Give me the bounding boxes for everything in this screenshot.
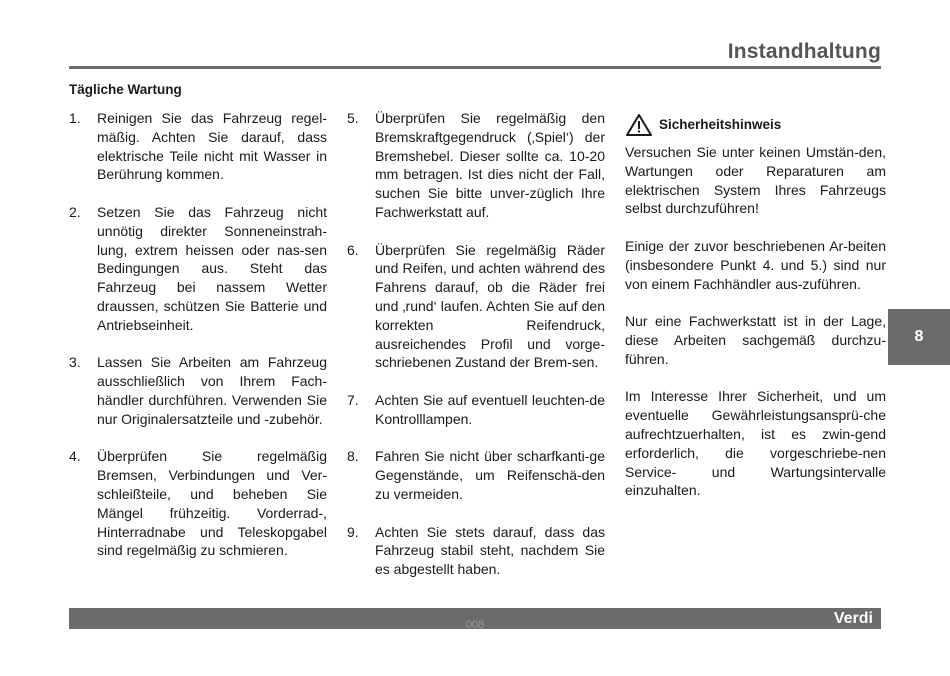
list-item: [69, 447, 327, 560]
safety-title: Sicherheitshinweis: [659, 116, 782, 132]
list-item: [347, 109, 605, 222]
list-item: [347, 241, 605, 373]
footer-brand: Verdi: [833, 610, 873, 627]
item-text: Überprüfen Sie regelmäßig Räder und Reifen, und achten während des Fahrens darauf, ob die Räder frei und ‚rund‘ laufen. Achten Sie auf den korrekten Reifendruck, ausreichendes Profil und vorge-schriebenen Zustand der Brem-sen.: [375, 241, 605, 371]
warning-triangle-icon: [625, 113, 653, 137]
item-number: 7.: [347, 391, 359, 408]
section-heading: Tägliche Wartung: [69, 82, 182, 97]
list-item: [69, 203, 327, 335]
list-item: [347, 523, 605, 579]
item-text: Achten Sie auf eventuell leuchten-de Kontrolllampen.: [375, 391, 605, 427]
item-number: 8.: [347, 448, 359, 465]
list-item: [69, 109, 327, 184]
safety-paragraph: Im Interesse Ihrer Sicherheit, und um eventuelle Gewährleistungsansprü-che aufrechtzuerhalten, ist es zwin-gend erforderlich, die vorgeschriebe-nen Service- und Wartungsintervalle einzuhalten.: [625, 388, 886, 499]
item-text: Achten Sie stets darauf, dass das Fahrzeug stabil steht, nachdem Sie es abgestellt haben.: [375, 523, 605, 578]
safety-paragraph: Nur eine Fachwerkstatt ist in der Lage, diese Arbeiten sachgemäß durchzu-führen.: [625, 313, 886, 367]
item-number: 9.: [347, 523, 359, 540]
item-text: Lassen Sie Arbeiten am Fahrzeug ausschließlich von Ihrem Fach-händler durchführen. Verwenden Sie nur Originalersatzteile und -zubehör.: [97, 354, 327, 427]
list-item: [347, 447, 605, 503]
item-number: 4.: [69, 448, 81, 465]
column-middle: [347, 109, 605, 598]
item-text: Setzen Sie das Fahrzeug nicht unnötig direkter Sonneneinstrah-lung, extrem heissen oder nas-sen Bedingungen aus. Steht das Fahrzeug bei nassem Wetter draussen, schützen Sie Batterie und Antriebseinheit.: [97, 203, 327, 333]
page-title: Instandhaltung: [727, 40, 881, 63]
safety-heading: [625, 113, 886, 137]
list-item: [69, 353, 327, 428]
header-divider: [69, 66, 881, 69]
item-number: 6.: [347, 241, 359, 258]
item-number: 3.: [69, 354, 81, 371]
safety-paragraph: Einige der zuvor beschriebenen Ar-beiten (insbesondere Punkt 4. und 5.) sind nur von einem Fachhändler aus-zuführen.: [625, 237, 886, 292]
item-number: 1.: [69, 110, 81, 126]
item-number: 2.: [69, 203, 81, 220]
chapter-tab: 8: [888, 309, 950, 365]
item-text: Überprüfen Sie regelmäßig Bremsen, Verbindungen und Ver-schleißteile, und beheben Sie Mängel frühzeitig. Vorderrad-, Hinterradnabe und Teleskopgabel sind regelmäßig zu schmieren.: [97, 448, 327, 559]
item-text: Überprüfen Sie regelmäßig den Bremskraftgegendruck (‚Spiel‘) der Bremshebel. Dieser sollte ca. 10-20 mm betragen. Ist dies nicht der Fall, suchen Sie bitte unver-züglich Ihre Fachwerkstatt auf.: [375, 110, 605, 220]
item-text: Reinigen Sie das Fahrzeug regel-mäßig. Achten Sie darauf, dass elektrische Teile nicht mit Wasser in Berührung kommen.: [97, 110, 327, 183]
safety-notice: [625, 113, 886, 519]
column-left: [69, 109, 327, 579]
item-number: 5.: [347, 110, 359, 126]
safety-paragraph: Versuchen Sie unter keinen Umstän-den, Wartungen oder Reparaturen am elektrischen System Ihres Fahrzeugs selbst durchzuführen!: [625, 144, 886, 217]
list-item: [347, 391, 605, 429]
item-text: Fahren Sie nicht über scharfkanti-ge Gegenstände, um Reifenschä-den zu vermeiden.: [375, 448, 605, 502]
page-number: 008: [465, 619, 485, 631]
